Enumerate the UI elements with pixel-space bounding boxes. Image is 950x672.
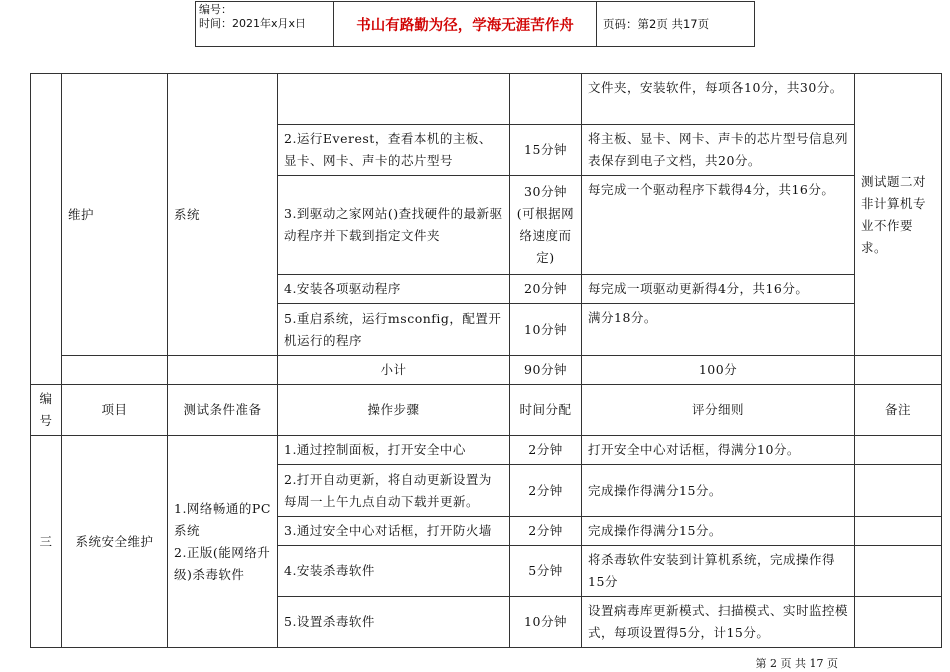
s3-score-4: 设置病毒库更新模式、扫描模式、实时监控模式，每项设置得5分，计15分。 xyxy=(582,597,855,648)
s2-note-cell: 测试题二对非计算机专业不作要求。 xyxy=(855,74,942,356)
s2-step-2: 3.到驱动之家网站()查找硬件的最新驱动程序并下载到指定文件夹 xyxy=(278,176,510,275)
s2-condition-cell: 系统 xyxy=(168,74,278,356)
test-table xyxy=(30,73,942,648)
s3-step-4: 5.设置杀毒软件 xyxy=(278,597,510,648)
col-header-time: 时间分配 xyxy=(510,385,582,436)
s3-score-0: 打开安全中心对话框，得满分10分。 xyxy=(582,436,855,465)
s3-time-2: 2分钟 xyxy=(510,517,582,546)
s2-step-0 xyxy=(278,74,510,125)
s2-subtotal-label: 小计 xyxy=(278,356,510,385)
header-page-info: 页码：第2页 共17页 xyxy=(597,2,755,47)
s3-step-2: 3.通过安全中心对话框，打开防火墙 xyxy=(278,517,510,546)
s3-step-1: 2.打开自动更新，将自动更新设置为每周一上午九点自动下载并更新。 xyxy=(278,465,510,517)
s3-step-3: 4.安装杀毒软件 xyxy=(278,546,510,597)
page-header xyxy=(195,1,755,47)
s2-time-1: 15分钟 xyxy=(510,125,582,176)
s3-time-1: 2分钟 xyxy=(510,465,582,517)
s2-score-3: 每完成一项驱动更新得4分，共16分。 xyxy=(582,275,855,304)
s3-number-cell: 三 xyxy=(31,436,62,648)
s2-step-3: 4.安装各项驱动程序 xyxy=(278,275,510,304)
s3-step-0: 1.通过控制面板，打开安全中心 xyxy=(278,436,510,465)
s3-time-4: 10分钟 xyxy=(510,597,582,648)
s3-time-0: 2分钟 xyxy=(510,436,582,465)
s3-note-2 xyxy=(855,517,942,546)
header-number-label: 编号： xyxy=(199,3,232,16)
s2-score-0: 文件夹，安装软件，每项各10分，共30分。 xyxy=(582,74,855,125)
s2-subtotal-score: 100分 xyxy=(582,356,855,385)
s3-time-3: 5分钟 xyxy=(510,546,582,597)
s2-score-4: 满分18分。 xyxy=(582,304,855,356)
s2-subtotal-time: 90分钟 xyxy=(510,356,582,385)
col-header-note: 备注 xyxy=(855,385,942,436)
header-motto: 书山有路勤为径，学海无涯苦作舟 xyxy=(334,2,597,47)
s2-time-3: 20分钟 xyxy=(510,275,582,304)
s2-number-cell xyxy=(31,74,62,385)
col-header-number: 编号 xyxy=(31,385,62,436)
col-header-condition: 测试条件准备 xyxy=(168,385,278,436)
s2-time-0 xyxy=(510,74,582,125)
s2-score-1: 将主板、显卡、网卡、声卡的芯片型号信息列表保存到电子文档，共20分。 xyxy=(582,125,855,176)
s2-subtotal-project xyxy=(62,356,168,385)
col-header-score: 评分细则 xyxy=(582,385,855,436)
s2-step-1: 2.运行Everest，查看本机的主板、显卡、网卡、声卡的芯片型号 xyxy=(278,125,510,176)
header-time-label: 时间：2021年x月x日 xyxy=(199,17,307,30)
s3-score-2: 完成操作得满分15分。 xyxy=(582,517,855,546)
s2-time-2: 30分钟(可根据网络速度而定) xyxy=(510,176,582,275)
s3-note-4 xyxy=(855,597,942,648)
s3-condition-cell: 1.网络畅通的PC系统 2.正版(能网络升级)杀毒软件 xyxy=(168,436,278,648)
s3-project-cell: 系统安全维护 xyxy=(62,436,168,648)
header-meta xyxy=(196,2,334,47)
s2-subtotal-note xyxy=(855,356,942,385)
s3-score-3: 将杀毒软件安装到计算机系统，完成操作得15分 xyxy=(582,546,855,597)
col-header-steps: 操作步骤 xyxy=(278,385,510,436)
col-header-project: 项目 xyxy=(62,385,168,436)
s3-score-1: 完成操作得满分15分。 xyxy=(582,465,855,517)
s2-project-cell: 维护 xyxy=(62,74,168,356)
s3-note-1 xyxy=(855,465,942,517)
s3-note-3 xyxy=(855,546,942,597)
s3-note-0 xyxy=(855,436,942,465)
s2-score-2: 每完成一个驱动程序下载得4分，共16分。 xyxy=(582,176,855,275)
s2-subtotal-condition xyxy=(168,356,278,385)
s2-step-4: 5.重启系统，运行msconfig，配置开机运行的程序 xyxy=(278,304,510,356)
s2-time-4: 10分钟 xyxy=(510,304,582,356)
page-footer: 第 2 页 共 17 页 xyxy=(755,657,838,670)
